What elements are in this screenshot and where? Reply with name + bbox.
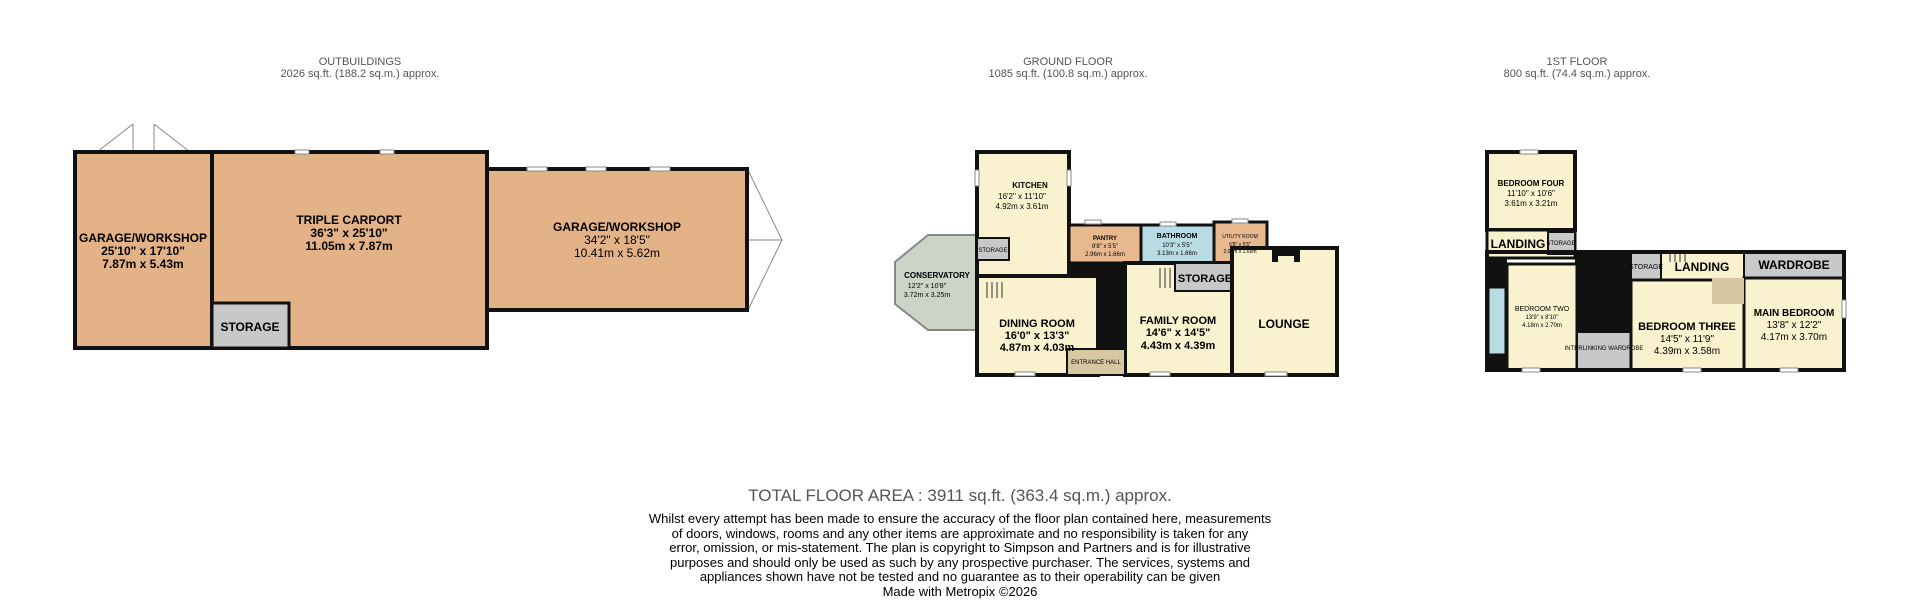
disclaimer: [560, 512, 1360, 599]
room-lounge: [1232, 248, 1337, 375]
bathroom-imp: 10'3" x 5'5": [1162, 243, 1192, 249]
pantry-name: PANTRY: [1093, 236, 1117, 242]
bed4-met: 3.61m x 3.21m: [1504, 199, 1558, 208]
utility-imp: 6'8" x 5'5": [1229, 242, 1251, 248]
garage1-imp: 25'10" x 17'10": [101, 244, 185, 258]
first-storage2-label: STORAGE: [1628, 264, 1664, 271]
ground-floor-area: 1085 sq.ft. (100.8 sq.m.) approx.: [988, 68, 1148, 80]
double-door-right: [747, 168, 782, 312]
pantry-met: 2.96m x 1.66m: [1085, 252, 1125, 258]
dining-name: DINING ROOM: [999, 318, 1075, 330]
outbuildings-plan: [75, 124, 782, 348]
ground-floor-plan: [895, 152, 1337, 376]
interlinking-label: INTERLINKING WARDROBE: [1564, 346, 1644, 352]
garage1-met: 7.87m x 5.43m: [102, 257, 184, 271]
total-floor-area: TOTAL FLOOR AREA : 3911 sq.ft. (363.4 sq.m.) approx.: [748, 486, 1172, 505]
kitchen-met: 4.92m x 3.61m: [995, 202, 1049, 211]
disclaimer-line: purposes and should only be used as such by any prospective purchaser. The services, systems and: [669, 554, 1251, 570]
bed3-name: BEDROOM THREE: [1638, 321, 1736, 333]
conservatory-met: 3.72m x 3.25m: [903, 292, 951, 299]
outbuilding-storage-label: STORAGE: [220, 320, 280, 334]
bed4-imp: 11'10" x 10'6": [1507, 189, 1555, 198]
disclaimer-line: Whilst every attempt has been made to ensure the accuracy of the floor plan contained here, measurements: [648, 511, 1272, 526]
double-door-top: [97, 124, 190, 152]
utility-met: 2.04m x 1.66m: [1223, 249, 1257, 255]
kitchen-storage-label: STORAGE: [978, 248, 1008, 254]
lounge-label: LOUNGE: [1258, 317, 1310, 331]
disclaimer-line: error, omission, or mis-statement. The plan is copyright to Simpson and Partners and is for illustrative: [669, 540, 1251, 555]
dining-met: 4.87m x 4.03m: [999, 342, 1075, 354]
family-imp: 14'6" x 14'5": [1145, 327, 1211, 339]
kitchen-imp: 16'2" x 11'10": [998, 192, 1046, 201]
disclaimer-line: of doors, windows, rooms and any other items are approximate and no responsibility is taken for any: [671, 525, 1249, 541]
ground-storage-label: STORAGE: [1177, 273, 1233, 285]
ground-floor-title: GROUND FLOOR: [1023, 56, 1113, 68]
bed2-name: BEDROOM TWO: [1514, 306, 1570, 313]
room-passage: [1712, 278, 1744, 304]
conservatory-name: CONSERVATORY: [904, 271, 970, 280]
garage1-name: GARAGE/WORKSHOP: [78, 231, 208, 245]
family-name: FAMILY ROOM: [1139, 315, 1217, 327]
dining-imp: 16'0" x 13'3": [1004, 330, 1070, 342]
wardrobe-label: WARDROBE: [1758, 258, 1830, 272]
landing1-label: LANDING: [1490, 237, 1546, 251]
bed2-met: 4.18m x 2.70m: [1522, 323, 1562, 329]
outbuildings-area: 2026 sq.ft. (188.2 sq.m.) approx.: [280, 68, 440, 80]
outbuildings-title: OUTBUILDINGS: [318, 56, 402, 68]
garage2-imp: 34'2" x 18'5": [584, 233, 650, 247]
bed3-imp: 14'5" x 11'9": [1659, 334, 1715, 345]
first-floor-area: 800 sq.ft. (74.4 sq.m.) approx.: [1503, 68, 1651, 80]
carport-name: TRIPLE CARPORT: [296, 213, 402, 227]
copyright-line: Made with Metropix ©2026: [882, 583, 1038, 599]
kitchen-name: KITCHEN: [1012, 181, 1048, 190]
first-floor-plan: [1487, 150, 1846, 372]
bed3-met: 4.39m x 3.58m: [1653, 346, 1721, 357]
carport-imp: 36'3" x 25'10": [310, 226, 388, 240]
room-left-cupboard: [1489, 288, 1505, 354]
main-bed-imp: 13'8" x 12'2": [1766, 320, 1822, 331]
family-met: 4.43m x 4.39m: [1140, 340, 1216, 352]
bed2-imp: 13'9" x 8'10": [1525, 315, 1559, 321]
main-bed-name: MAIN BEDROOM: [1753, 308, 1835, 319]
conservatory-imp: 12'2" x 10'8": [907, 283, 947, 290]
pantry-imp: 9'8" x 5'5": [1091, 244, 1119, 250]
landing2-label: LANDING: [1674, 260, 1730, 274]
bathroom-name: BATHROOM: [1156, 233, 1198, 240]
first-storage1-label: STORAGE: [1546, 241, 1576, 247]
bed4-name: BEDROOM FOUR: [1497, 179, 1565, 188]
first-floor-title: 1ST FLOOR: [1546, 56, 1608, 68]
garage2-met: 10.41m x 5.62m: [573, 246, 661, 260]
bathroom-met: 3.13m x 1.66m: [1157, 251, 1197, 257]
carport-met: 11.05m x 7.87m: [305, 239, 393, 253]
utility-name: UTILITY ROOM: [1222, 234, 1258, 240]
garage2-name: GARAGE/WORKSHOP: [552, 220, 682, 234]
main-bed-met: 4.17m x 3.70m: [1760, 332, 1828, 343]
entrance-hall-label: ENTRANCE HALL: [1071, 360, 1121, 366]
disclaimer-line: appliances shown have not be tested and no guarantee as to their operability can be given: [699, 569, 1221, 584]
